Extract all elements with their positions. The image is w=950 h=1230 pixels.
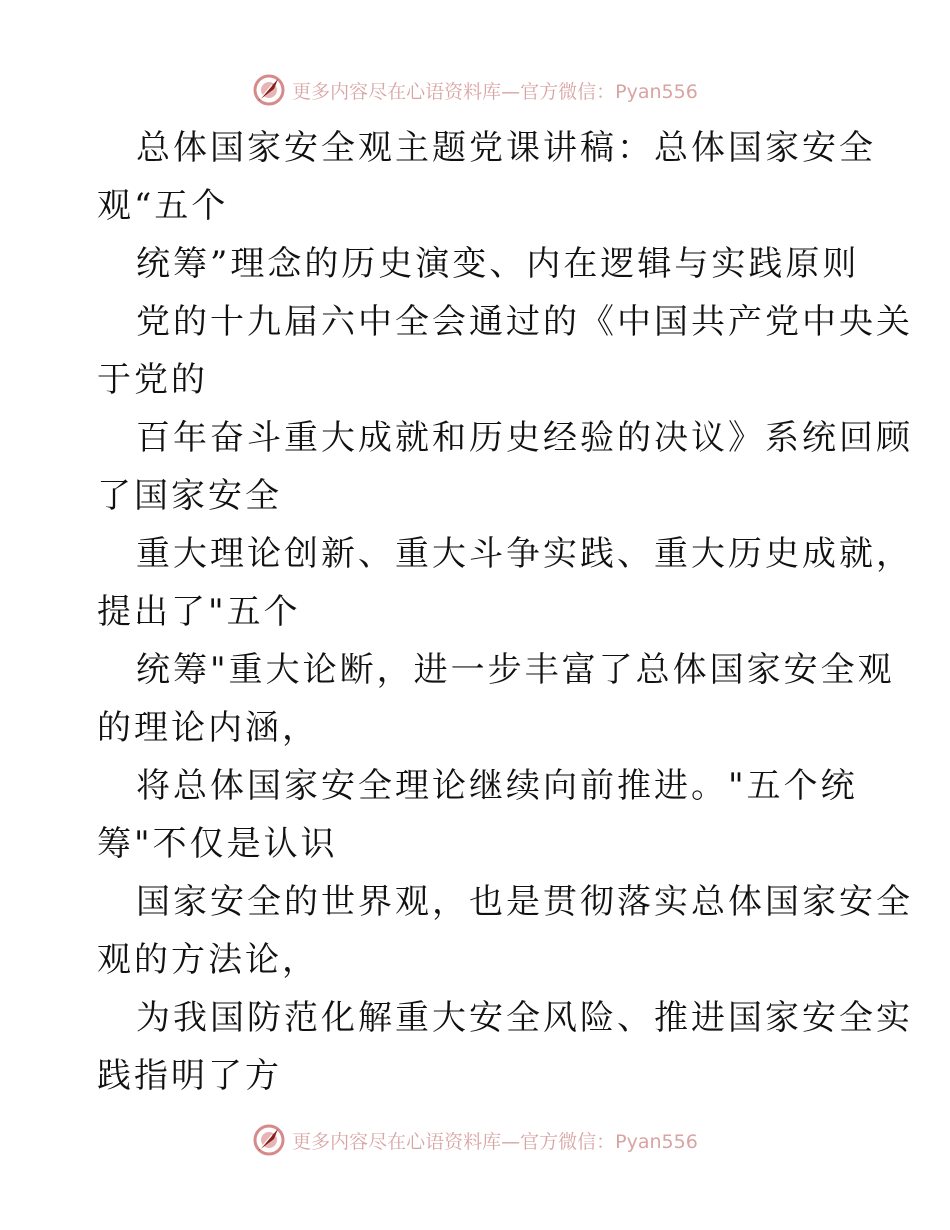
feather-circle-logo-icon (252, 73, 286, 107)
document-line: 将总体国家安全理论继续向前推进。"五个统 (136, 766, 858, 806)
document-line: 践指明了方 (97, 1056, 282, 1096)
document-line: 总体国家安全观主题党课讲稿：总体国家安全 (136, 128, 876, 168)
footer-wechat-id: Pyan556 (615, 1130, 698, 1153)
document-line: 统筹”理念的历史演变、内在逻辑与实践原则 (136, 244, 860, 284)
document-line: 重大理论创新、重大斗争实践、重大历史成就， (136, 534, 913, 574)
document-line: 国家安全的世界观，也是贯彻落实总体国家安全 (136, 882, 913, 922)
document-line: 了国家安全 (97, 476, 282, 516)
document-line: 统筹"重大论断，进一步丰富了总体国家安全观 (136, 650, 895, 690)
footer-banner (0, 1120, 950, 1160)
feather-circle-logo-icon (252, 1123, 286, 1157)
document-line: 观的方法论， (97, 940, 319, 980)
document-line: 筹"不仅是认识 (97, 824, 338, 864)
footer-banner-text (292, 1127, 698, 1154)
document-line: 为我国防范化解重大安全风险、推进国家安全实 (136, 998, 913, 1038)
header-banner-text (292, 77, 698, 104)
header-banner-content (252, 73, 698, 107)
footer-banner-label: 更多内容尽在心语资料库—官方微信： (292, 1130, 616, 1153)
document-line: 百年奋斗重大成就和历史经验的决议》系统回顾 (136, 418, 913, 458)
document-line: 于党的 (97, 360, 208, 400)
header-banner-label: 更多内容尽在心语资料库—官方微信： (292, 80, 616, 103)
header-banner (0, 70, 950, 110)
document-line: 党的十九届六中全会通过的《中国共产党中央关 (136, 302, 913, 342)
document-line: 提出了"五个 (97, 592, 301, 632)
document-line: 观“五个 (97, 186, 229, 226)
footer-banner-content (252, 1123, 698, 1157)
header-wechat-id: Pyan556 (615, 80, 698, 103)
document-line: 的理论内涵， (97, 708, 319, 748)
